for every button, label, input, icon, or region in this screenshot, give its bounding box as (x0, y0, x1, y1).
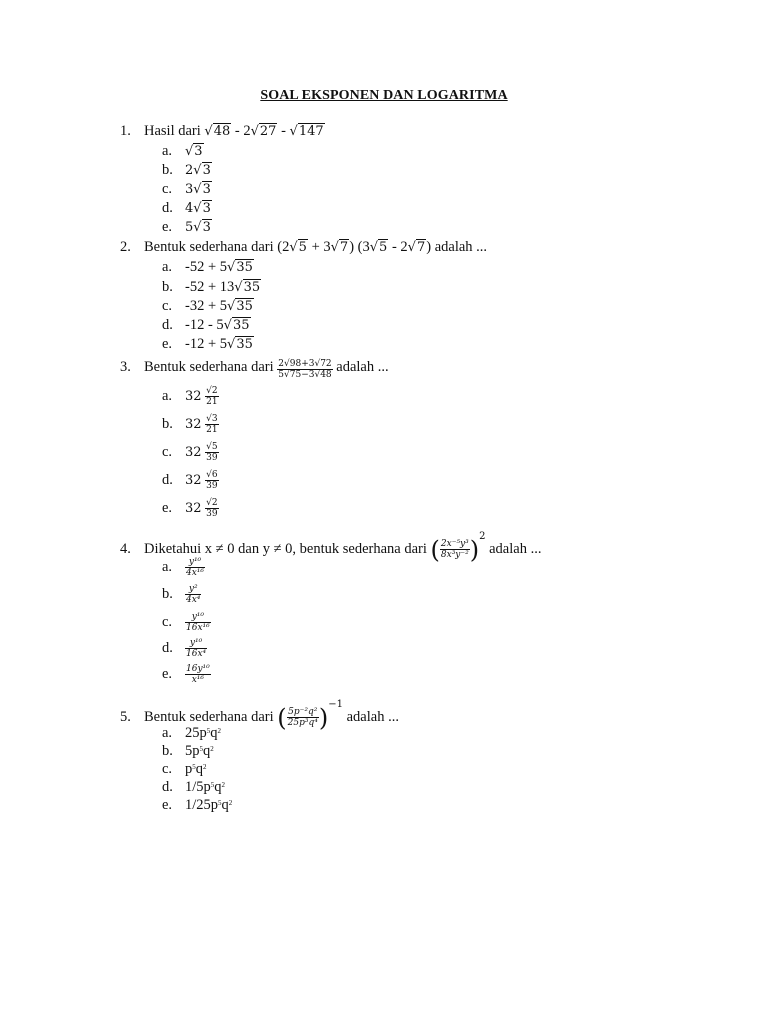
q4-fraction: $\frac{\text{2x⁻⁵y³}}{\text{8x³y⁻²}}$ (440, 539, 469, 561)
q5-option-a: a. $25p^5q^2$ (162, 725, 221, 741)
q5-fraction: $\frac{\text{5p⁻²q²}}{\text{25p³q⁴}}$ (287, 707, 318, 729)
page-title: SOAL EKSPONEN DAN LOGARITMA (260, 88, 508, 103)
q1-option-c: c. 3√3 (162, 181, 211, 197)
q4-option-a: a. $\frac{\text{y¹⁰}}{\text{4x¹⁶}}$ (162, 557, 205, 578)
q4-option-d: d. $\frac{\text{y¹⁰}}{\text{16x⁴}}$ (162, 638, 207, 659)
q2-option-c: c. -32 + 5√35 (162, 298, 253, 314)
q3-option-a: a. 32 $\frac{√2}{21}$ (162, 386, 218, 407)
q1-option-b: b. 2√3 (162, 162, 211, 178)
sqrt-48: √48 (204, 124, 231, 139)
q1-option-e: e. 5√3 (162, 219, 211, 235)
question-5: 5. Bentuk sederhana dari ( $\frac{\text{5p⁻²q²}}{\text{25p³q⁴}}$ )$^{-1}$ adalah ... (120, 699, 399, 732)
q4-option-c: c. $\frac{\text{y¹⁰}}{\text{16x¹⁶}}$ (162, 612, 210, 633)
q5-option-b: b. $5p^5q^2$ (162, 743, 214, 759)
sqrt-27: √27 (250, 124, 277, 139)
q4-option-b: b. $\frac{\text{y²}}{\text{4x⁴}}$ (162, 584, 201, 605)
q1-option-a: a. √3 (162, 143, 203, 159)
question-2: 2. Bentuk sederhana dari (2√5 + 3√7) (3√5 - 2√7) adalah ... (120, 239, 488, 255)
q3-option-e: e. 32 $\frac{√2}{39}$ (162, 498, 218, 519)
q2-option-b: b. -52 + 13√35 (162, 279, 261, 295)
q3-option-b: b. 32 $\frac{√3}{21}$ (162, 414, 218, 435)
q2-option-a: a. -52 + 5√35 (162, 259, 253, 275)
question-4: 4. Diketahui x ≠ 0 dan y ≠ 0, bentuk sederhana dari ( $\frac{\text{2x⁻⁵y³}}{\text{8x³y⁻²}}$ )$^2$ adalah ... (120, 531, 542, 564)
q5-option-d: d. $1/5p^5q^2$ (162, 779, 226, 795)
q5-option-e: e. $1/25p^5q^2$ (162, 797, 233, 813)
q1-option-d: d. 4√3 (162, 200, 211, 216)
q4-option-e: e. $\frac{\text{16y¹⁰}}{\text{x¹⁶}}$ (162, 664, 210, 685)
q3-fraction: $\frac{2√98+3√72}{5√75-3√48}$ (278, 359, 332, 380)
question-3: 3. Bentuk sederhana dari $\frac{2√98+3√72}{5√75-3√48}$ adalah ... (120, 359, 389, 380)
q5-option-c: c. $p^5q^2$ (162, 761, 207, 777)
q3-option-c: c. 32 $\frac{√5}{39}$ (162, 442, 218, 463)
q3-option-d: d. 32 $\frac{√6}{39}$ (162, 470, 218, 491)
question-1: 1. Hasil dari √48 - 2√27 - √147 (120, 123, 324, 139)
sqrt-147: √147 (289, 124, 324, 139)
q2-option-e: e. -12 + 5√35 (162, 336, 253, 352)
q2-option-d: d. -12 - 5√35 (162, 317, 250, 333)
